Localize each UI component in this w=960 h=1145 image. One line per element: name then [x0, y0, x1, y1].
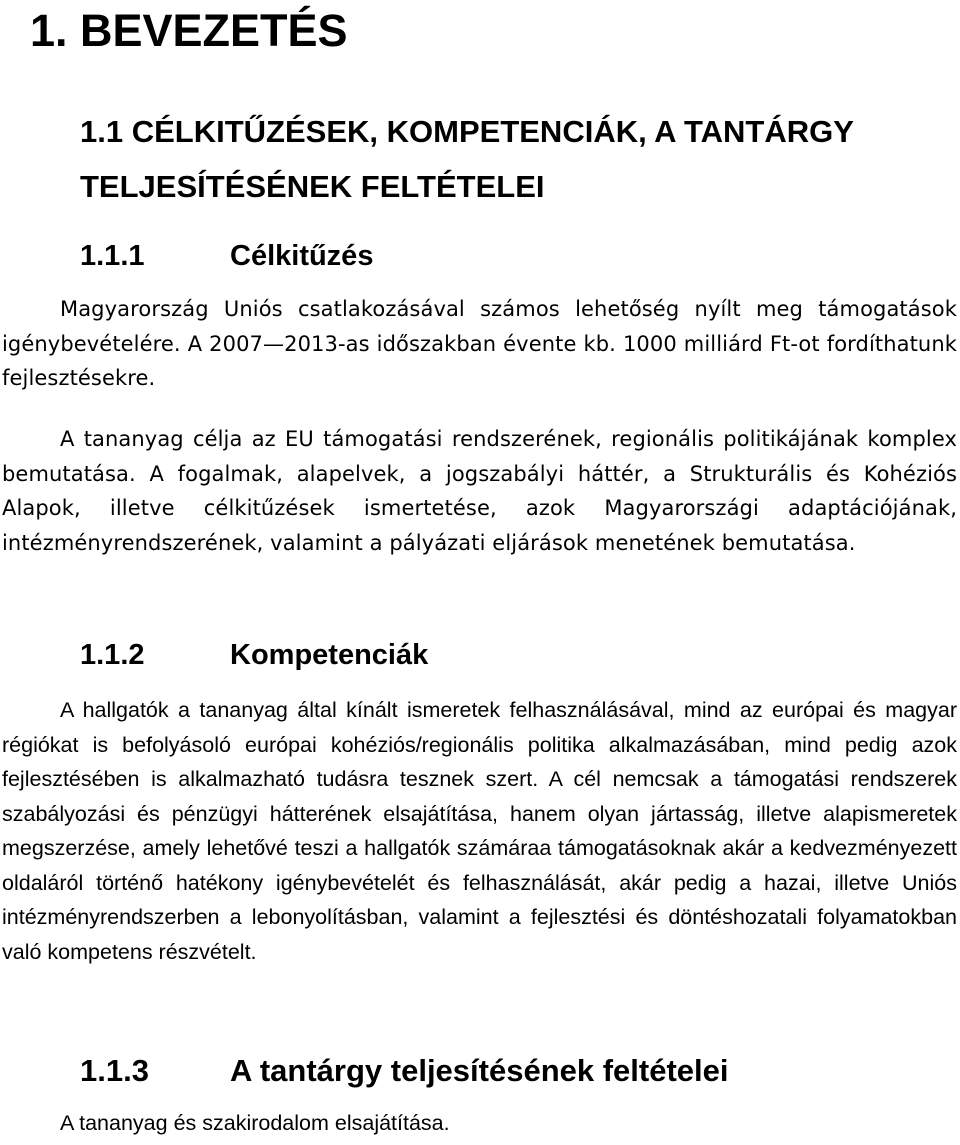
chapter-title: BEVEZETÉS: [80, 5, 348, 56]
subsection-title: Célkitűzés: [230, 240, 374, 272]
paragraph-text: A tananyag és szakirodalom elsajátítása.: [60, 1111, 450, 1135]
subsection-heading-kompetenciak: [80, 636, 428, 674]
chapter-heading: [30, 4, 348, 58]
paragraph-text: A tananyag célja az EU támogatási rendszerének, regionális politikájának komplex bemutatása. A fogalmak, alapelvek, a jogszabályi háttér, a Strukturális és Kohéziós Alapok, illetve célkitűzések ismertetése, azok Magyarországi adaptációjának, intézményrendszerének, valamint a pályázati eljárások menetének bemutatása.: [2, 427, 957, 555]
subsection-title: Kompetenciák: [230, 639, 429, 671]
section-title: CÉLKITŰZÉSEK, KOMPETENCIÁK, A TANTÁRGY TELJESÍTÉSÉNEK FELTÉTELEI: [80, 114, 854, 204]
paragraph-text: Magyarország Uniós csatlakozásával számos lehetőség nyílt meg támogatások igénybevételére. A 2007—2013-as időszakban évente kb. 1000 milliárd Ft-ot fordíthatunk fejlesztésekre.: [2, 297, 957, 390]
paragraph-competencies: [2, 693, 957, 969]
subsection-title: A tantárgy teljesítésének feltételei: [230, 1053, 729, 1088]
paragraph-text: A hallgatók a tananyag által kínált ismeretek felhasználásával, mind az európai és magyar régiókat is befolyásoló európai kohéziós/regionális politika alkalmazásában, mind pedig azok fejlesztésében is alkalmazható tudásra tesznek szert. A cél nemcsak a támogatási rendszerek szabályozási és pénzügyi hátterének elsajátítása, hanem olyan jártasság, illetve alapismeretek megszerzése, amely lehetővé teszi a hallgatók számáraa támogatásoknak akár a kedvezményezett oldaláról történő hatékony igénybevételét és felhasználását, akár pedig a hazai, illetve Uniós intézményrendszerben a lebonyolításban, valamint a fejlesztési és döntéshozatali folyamatokban való kompetens részvételt.: [2, 698, 957, 964]
section-number: 1.1: [80, 114, 124, 149]
section-heading: [80, 104, 900, 214]
chapter-number: 1.: [30, 5, 68, 56]
subsection-number: 1.1.3: [80, 1053, 149, 1088]
subsection-heading-feltetelek: [80, 1051, 729, 1091]
paragraph-intro: [2, 292, 957, 396]
subsection-number: 1.1.1: [80, 240, 145, 272]
subsection-heading-celkituzes: [80, 237, 373, 275]
subsection-number: 1.1.2: [80, 639, 145, 671]
paragraph-goal: [2, 422, 957, 560]
paragraph-requirements: [2, 1106, 957, 1141]
